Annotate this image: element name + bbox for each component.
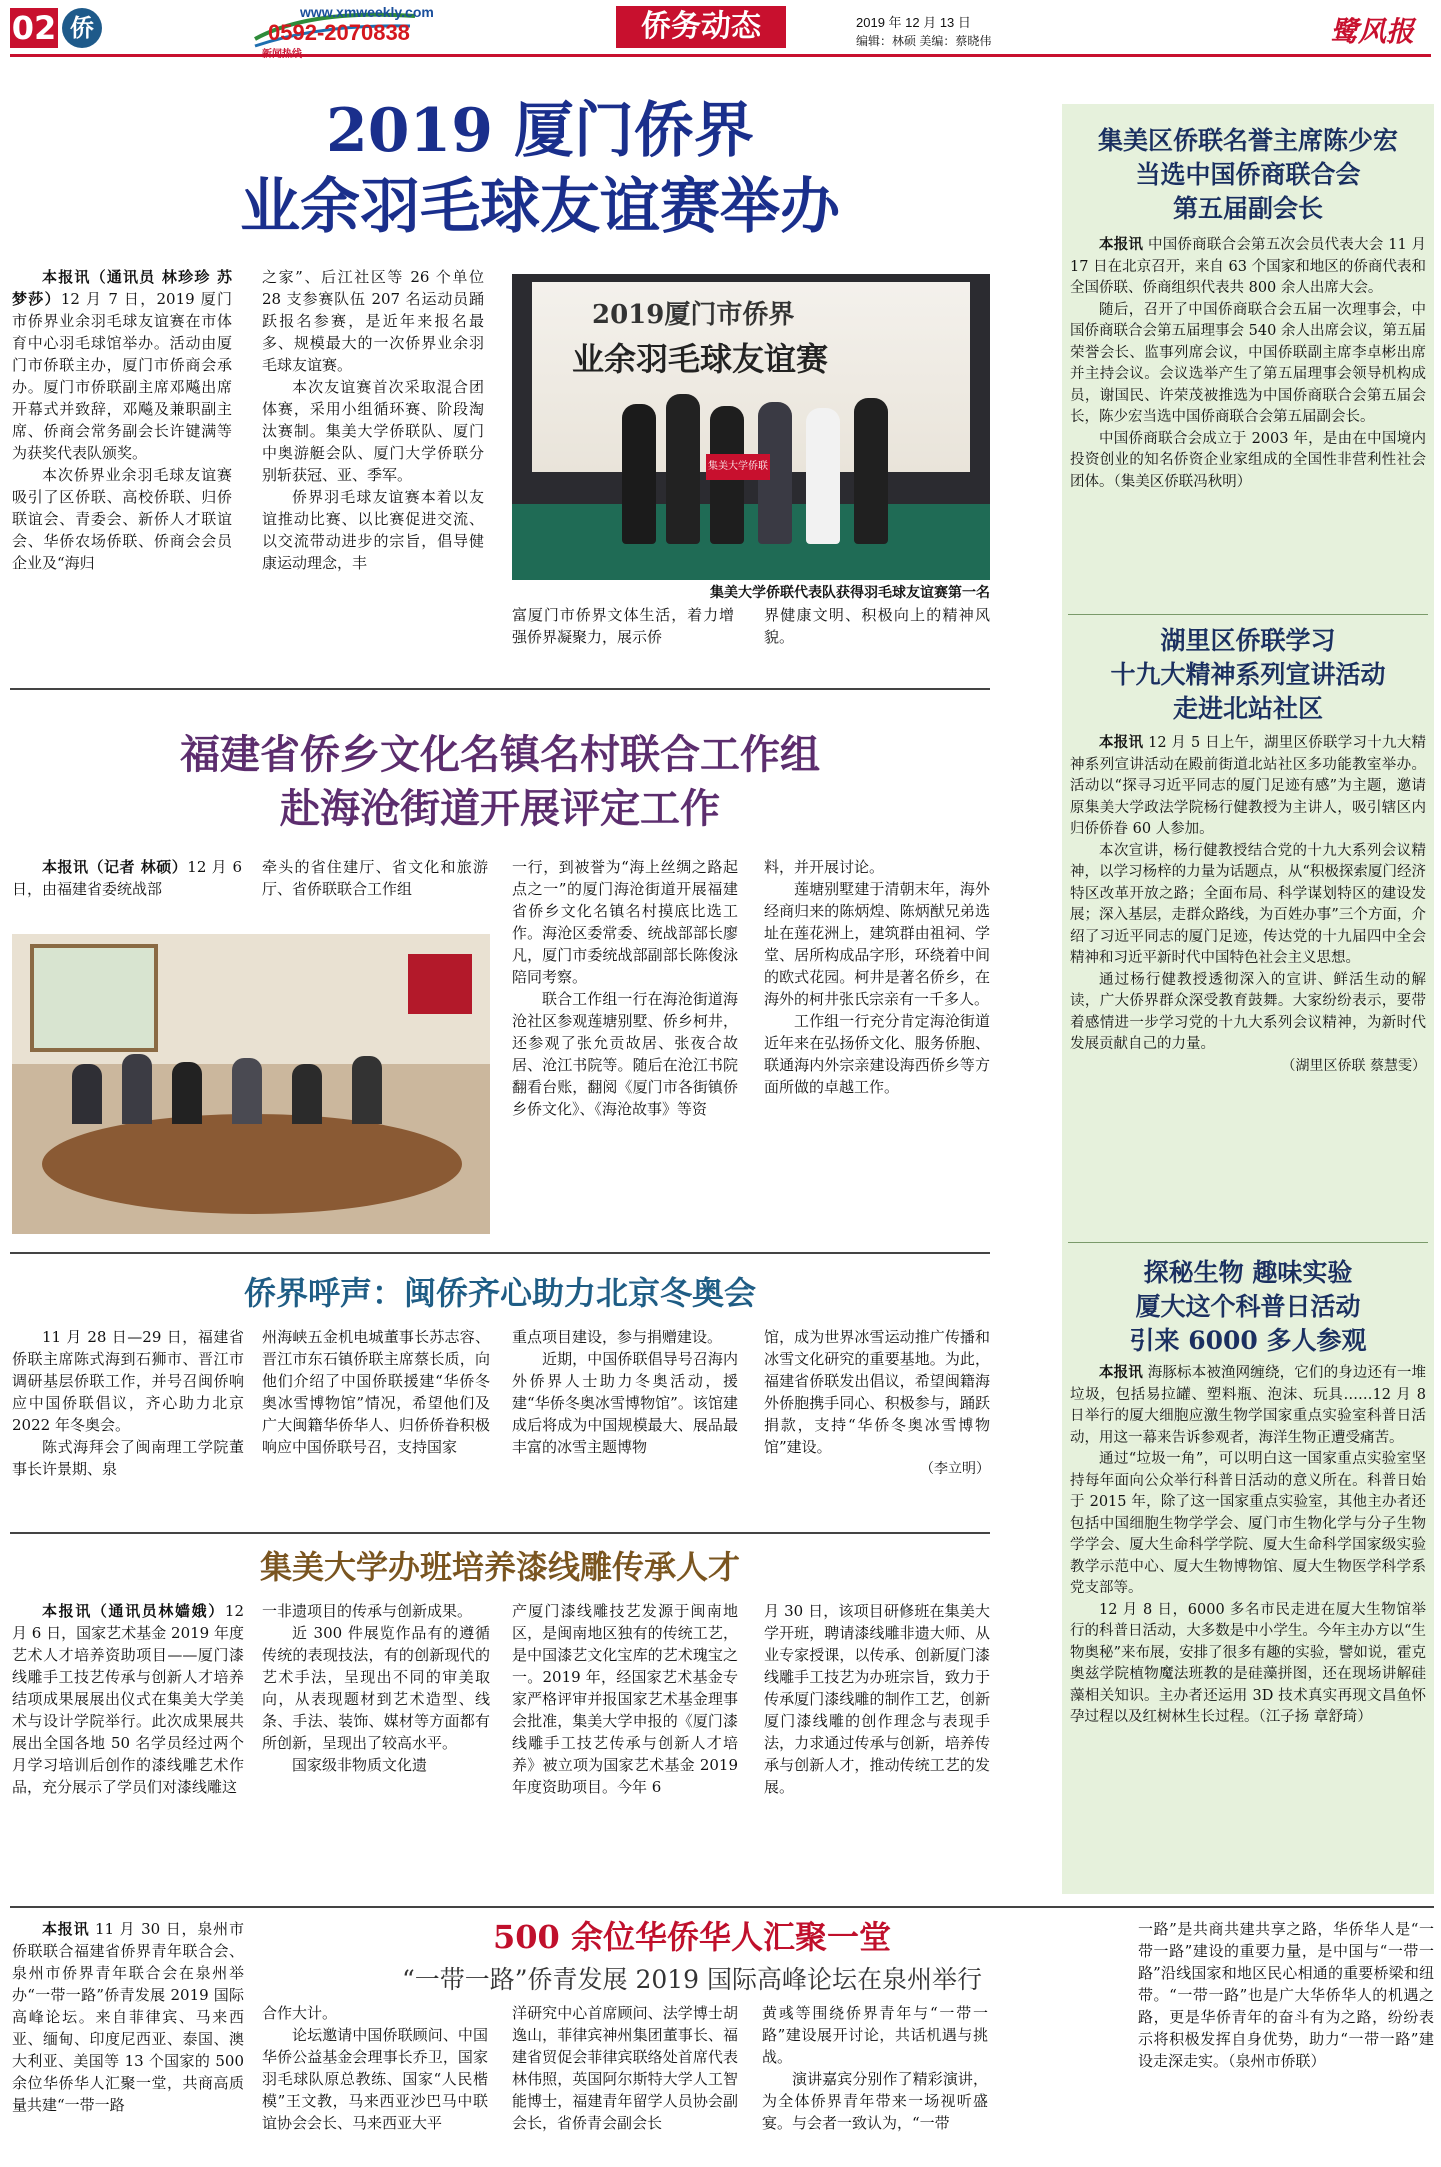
a2-photo (12, 934, 490, 1234)
a2-col4 (764, 856, 990, 1252)
a1-para: 富厦门市侨界文体生活，着力增强侨界凝聚力，展示侨 (512, 606, 734, 646)
paper-name-logo: 鹭风报 (1330, 15, 1415, 48)
qiao-emblem-icon (62, 8, 102, 48)
a1-photo (512, 274, 990, 580)
side1-para: 中国侨商联合会成立于 2003 年，是由在中国境内投资创业的知名侨资企业家组成的全国性非营利性社会团体。（集美区侨联冯秋明） (1070, 430, 1426, 490)
a1-headline-line1: 2019 厦门侨界 (326, 96, 754, 166)
emblem-char: 侨 (70, 13, 94, 42)
a2-headline-line1: 福建省侨乡文化名镇名村联合工作组 (180, 731, 820, 778)
a2-para: 料，并开展讨论。 (764, 858, 885, 876)
a2-col3 (512, 856, 738, 1252)
a5-subhead: “一带一路”侨青发展 2019 国际高峰论坛在泉州举行 (401, 1965, 983, 1994)
a3-para: 近期，中国侨联倡导号召海内外侨界人士助力冬奥活动，援建“华侨冬奥冰雪博物馆”。该馆建成后将成为中国规模最大、展品最丰富的冰雪主题博物 (512, 1350, 738, 1456)
masthead (0, 0, 1441, 58)
a3-signature: （李立明） (920, 1461, 990, 1477)
award-text: 集美大学侨联 (708, 461, 768, 472)
dateline-lead: 本报讯（通讯员林嫱娥） (42, 1602, 225, 1620)
dateline-lead: 本报讯（记者 林硕） (42, 858, 188, 876)
hotline-label (262, 45, 302, 60)
a5-para: 洋研究中心首席顾问、法学博士胡逸山，菲律宾神州集团董事长、福建省贸促会菲律宾联络处首席代表林伟照，英国阿尔斯特大学人工智能博士，福建青年留学人员协会副会长，省侨青会副会长 (512, 2004, 738, 2132)
side1-headline-line1: 集美区侨联名誉主席陈少宏 (1097, 126, 1398, 155)
side3-para: 本报讯 海豚标本被渔网缠绕，它们的身边还有一堆垃圾，包括易拉罐、塑料瓶、泡沫、玩具……12 月 8 日举行的厦大细胞应激生物学国家重点实验室科普日活动，用这一幕来告诉参观者，海洋生物正遭受痛苦。 (1070, 1364, 1426, 1446)
a5-para: 合作大计。 (262, 2004, 338, 2022)
a4-para: 一非遗项目的传承与创新成果。 (262, 1602, 473, 1620)
divider-a3 (10, 1532, 990, 1534)
a2-para: 一行，到被誉为“海上丝绸之路起点之一”的厦门海沧街道开展福建省侨乡文化名镇名村摸底比选工作。海沧区委常委、统战部部长廖凡，厦门市委统战部副部长陈俊泳陪同考察。 (512, 858, 738, 986)
side2-para: 本报讯 12 月 5 日上午，湖里区侨联学习十九大精神系列宣讲活动在殿前街道北站社区多功能教室举办。活动以“探寻习近平同志的厦门足迹有感”为主题，邀请原集美大学政法学院杨行健教授为主讲人，吸引辖区内归侨侨眷 60 人参加。 (1070, 734, 1426, 837)
side2-body (1070, 732, 1426, 1214)
a1-col2 (262, 266, 484, 686)
dateline-lead: 本报讯 (1099, 236, 1144, 253)
a2-para: 莲塘别墅建于清朝末年，海外经商归来的陈炳煌、陈炳猷兄弟选址在莲花洲上，建筑群由祖祠、学堂、居所构成品字形，环绕着中间的欧式花园。柯井是著名侨乡，在海外的柯井张氏宗亲有一千多人。 (764, 880, 990, 1008)
person-figure (352, 1056, 382, 1124)
a1-col1 (12, 266, 232, 686)
person-figure (292, 1064, 322, 1124)
section-title: 侨务动态 (641, 9, 761, 44)
side-divider (1068, 1242, 1428, 1243)
a5-col2 (262, 2002, 488, 2162)
photo-banner-line2: 业余羽毛球友谊赛 (572, 340, 829, 378)
a3-para: 11 月 28 日—29 日，福建省侨联主席陈式海到石狮市、晋江市调研基层侨联工作，并号召闽侨响应中国侨联倡议，齐心助力北京 2022 年冬奥会。 (12, 1328, 244, 1434)
a5-para: 本报讯 11 月 30 日，泉州市侨联联合福建省侨界青年联合会、泉州市侨界青年联合会在泉州举办“一带一路”侨青发展 2019 国际高峰论坛。来自菲律宾、马来西亚、缅甸、印度尼西亚、泰国、澳大利亚、美国等 13 个国家的 500 余位华侨华人汇聚一堂，共商高质量共建“一带一路 (12, 1920, 244, 2114)
a1-para: 本次侨界业余羽毛球友谊赛吸引了区侨联、高校侨联、归侨联谊会、青委会、新侨人才联谊会、华侨农场侨联、侨商会会员企业及“海归 (12, 466, 232, 572)
side3-para: 通过“垃圾一角”，可以明白这一国家重点实验室坚持每年面向公众举行科普日活动的意义所在。科普日始于 2015 年，除了这一国家重点实验室，其他主办者还包括中国细胞生物学学会、厦门市生物化学与分子生物学学会、厦大生命科学学院、厦大生命科学国家级实验教学示范中心、厦大生物博物馆、厦大生物医学科学系党支部等。 (1070, 1451, 1426, 1596)
a3-para: 陈式海拜会了闽南理工学院董事长许景期、泉 (12, 1438, 244, 1478)
person-figure (122, 1054, 152, 1124)
a2-col2-top (262, 856, 488, 902)
a4-para: 近 300 件展览作品有的遵循传统的表现技法，有的创新现代的艺术手法，呈现出不同的审美取向，从表现题材到艺术造型、线条、手法、装饰、媒材等方面都有所创新，呈现出了较高水平。 (262, 1624, 490, 1752)
person-figure (232, 1058, 262, 1124)
side2-headline-line2: 十九大精神系列宣讲活动 (1110, 660, 1386, 689)
a4-para: 国家级非物质文化遗 (292, 1756, 428, 1774)
a4-para: 月 30 日，该项目研修班在集美大学开班，聘请漆线雕非遗大师、从业专家授课，以传承、创新厦门漆线雕手工技艺为办班宗旨，致力于传承厦门漆线雕的制作工艺，创新厦门漆线雕的创作理念与表现手法，力求通过传承与创新，培养传承与创新人才，推动传统工艺的发展。 (764, 1602, 990, 1796)
a1-para: 侨界羽毛球友谊赛本着以友谊推动比赛、以比赛促进交流、以交流带动进步的宗旨，倡导健康运动理念，丰 (262, 488, 484, 572)
a5-col1 (12, 1918, 244, 2162)
side-divider (1068, 614, 1428, 615)
person-figure (72, 1064, 102, 1124)
a5-para: 一路”是共商共建共享之路，华侨华人是“一带一路”建设的重要力量，是中国与“一带一路”沿线国家和地区民心相通的重要桥梁和纽带。“一带一路”也是广大华侨华人的机遇之路，更是华侨青年的奋斗有为之路，纷纷表示将积极发挥自身优势，助力“一带一路”建设走深走实。（泉州市侨联） (1138, 1920, 1434, 2070)
person-figure (806, 408, 840, 544)
person-figure (854, 398, 888, 544)
a2-col1-top (12, 856, 242, 902)
a4-headline: 集美大学办班培养漆线雕传承人才 (259, 1548, 740, 1586)
side3-headline-line1: 探秘生物 趣味实验 (1143, 1258, 1353, 1287)
dateline-lead: 本报讯 (1099, 734, 1144, 751)
hotline-number: 0592-2070838 (268, 20, 410, 45)
a5-para: 黄彧等围绕侨界青年与“一带一路”建设展开讨论，共话机遇与挑战。 (762, 2004, 988, 2066)
divider-a2 (10, 1252, 990, 1254)
a2-para: 牵头的省住建厅、省文化和旅游厅、省侨联联合工作组 (262, 858, 488, 898)
side3-body (1070, 1362, 1426, 1890)
photo-banner-line1: 2019厦门市侨界 (592, 300, 795, 330)
a1-para: 本次友谊赛首次采取混合团体赛，采用小组循环赛、阶段淘汰赛制。集美大学侨联队、厦门中奥游艇会队、厦门大学侨联分别斩获冠、亚、季军。 (262, 378, 484, 484)
side3-headline-line2: 厦大这个科普日活动 (1135, 1292, 1361, 1321)
a4-para: 产厦门漆线雕技艺发源于闽南地区，是闽南地区独有的传统工艺，是中国漆艺文化宝库的艺术瑰宝之一。2019 年，经国家艺术基金专家严格评审并报国家艺术基金理事会批准，集美大学申报的《厦门漆线雕手工技艺传承与创新人才培养》被立项为国家艺术基金 2019 年度资助项目。今年 6 (512, 1602, 738, 1796)
person-figure (172, 1062, 202, 1124)
a4-col3 (512, 1600, 738, 1900)
a1-tail-left (512, 604, 734, 670)
side2-signature: （湖里区侨联 蔡慧雯） (1281, 1057, 1426, 1074)
a2-para: 工作组一行充分肯定海沧街道近年来在弘扬侨文化、服务侨胞、联通海内外宗亲建设海西侨乡等方面所做的卓越工作。 (764, 1012, 990, 1096)
a1-tail-right (764, 604, 990, 670)
a4-para: 本报讯（通讯员林嫱娥）12 月 6 日，国家艺术基金 2019 年度艺术人才培养资助项目——厦门漆线雕手工技艺传承与创新人才培养结项成果展展出仪式在集美大学美术与设计学院举行。此次成果展共展出全国各地 50 名学员经过两个月学习培训后创作的漆线雕艺术作品，充分展示了学员们对漆线雕这 (12, 1602, 244, 1796)
side2-headline-line3: 走进北站社区 (1172, 694, 1323, 723)
section-title-box (616, 6, 786, 48)
side3-headline-line3: 引来 6000 多人参观 (1129, 1326, 1367, 1355)
dateline-lead: 本报讯 (42, 1920, 90, 1938)
website-link[interactable]: www.xmweekly.com (300, 4, 434, 20)
divider-a1 (10, 688, 990, 690)
a4-col4 (764, 1600, 990, 1900)
a1-headline-line2: 业余羽毛球友谊赛举办 (240, 172, 840, 242)
a2-para: 联合工作组一行在海沧街道海沧社区参观莲塘别墅、侨乡柯井，还参观了张允贡故居、张夜合故居、沧江书院等。随后在沧江书院翻看台账，翻阅《厦门市各街镇侨乡侨文化》、《海沧故事》等资 (512, 990, 738, 1118)
a2-para: 本报讯（记者 林硕）12 月 6 日，由福建省委统战部 (12, 858, 242, 898)
photo-people-row (72, 1054, 432, 1124)
a3-col2 (262, 1326, 490, 1524)
person-figure (666, 394, 700, 544)
side2-para: 本次宣讲，杨行健教授结合党的十九大系列会议精神，以学习杨梓的力量为话题点，从“积极探索厦门经济特区改革开放之路；全面布局、科学谋划特区的建设发展；深入基层，走群众路线，为百姓办事”三个方面，介绍了习近平同志的厦门足迹，传达党的十九届四中全会精神和习近平新时代中国特色社会主义思想。 (1070, 842, 1426, 966)
editor-credits: 编辑：林硕 美编：蔡晓伟 (856, 34, 992, 48)
a3-para: 馆，成为世界冰雪运动推广传播和冰雪文化研究的重要基地。为此，福建省侨联发出倡议，希望闽籍海外侨胞携手同心、积极参与，踊跃捐款，支持“华侨冬奥冰雪博物馆”建设。 (764, 1328, 990, 1456)
side2-headline-line1: 湖里区侨联学习 (1160, 626, 1336, 655)
side1-headline-line2: 当选中国侨商联合会 (1135, 160, 1361, 189)
page-number: 02 (11, 9, 57, 47)
a4-col1 (12, 1600, 244, 1900)
a1-para: 界健康文明、积极向上的精神风貌。 (764, 606, 990, 646)
a5-para: 演讲嘉宾分别作了精彩演讲，为全体侨界青年带来一场视听盛宴。与会者一致认为，“一带 (762, 2070, 988, 2132)
dateline-lead: 本报讯 (1099, 1364, 1143, 1381)
a3-col4 (764, 1326, 990, 1524)
side2-para: 通过杨行健教授透彻深入的宣讲、鲜活生动的解读，广大侨界群众深受教育鼓舞。大家纷纷表示，要带着感情进一步学习党的十九大系列会议精神，为新时代发展贡献自己的力量。 (1070, 971, 1426, 1052)
a1-photo-caption: 集美大学侨联代表队获得羽毛球友谊赛第一名 (710, 585, 990, 601)
dateline-lead: 本报讯（通讯员 林珍珍 苏梦莎） (12, 268, 232, 308)
a5-col3 (512, 2002, 738, 2162)
person-figure (622, 404, 656, 544)
photo-window (30, 944, 158, 1052)
a3-headline: 侨界呼声：闽侨齐心助力北京冬奥会 (243, 1274, 756, 1312)
side1-para: 随后，召开了中国侨商联合会五届一次理事会，中国侨商联合会第五届理事会 540 余人出席会议，第五届荣誉会长、监事列席会议，中国侨联副主席李卓彬出席并主持会议。会议选举产生了第五届理事会领导机构成员，谢国民、许荣茂被推选为中国侨商联合会第五届会长，陈少宏当选中国侨商联合会第五届副会长。 (1070, 301, 1426, 425)
sidebar-panel (1062, 104, 1434, 1894)
divider-a5 (10, 1906, 1434, 1908)
a1-para: 之家”、后江社区等 26 个单位 28 支参赛队伍 207 名运动员踊跃报名参赛，是近年来报名最多、规模最大的一次侨界业余羽毛球友谊赛。 (262, 268, 484, 374)
a3-col3 (512, 1326, 738, 1524)
side3-para: 12 月 8 日，6000 多名市民走进在厦大生物馆举行的科普日活动，大多数是中小学生。今年主办方以“生物奥秘”来布展，安排了很多有趣的实验，譬如说，霍克奥兹学院植物魔法班教的是硅藻拼图，还在现场讲解硅藻相关知识。主办者还运用 3D 技术真实再现文昌鱼怀孕过程以及红树林生长过程。（江子扬 章舒琦） (1070, 1601, 1426, 1725)
issue-date: 2019 年 12 月 13 日 (856, 15, 971, 30)
a3-para: 州海峡五金机电城董事长苏志容、晋江市东石镇侨联主席蔡长质，向他们介绍了中国侨联援建“华侨冬奥冰雪博物馆”情况，希望他们及广大闽籍华侨华人、归侨侨眷积极响应中国侨联号召，支持国家 (262, 1328, 490, 1456)
a5-headline: 500 余位华侨华人汇聚一堂 (493, 1918, 891, 1956)
a3-col1 (12, 1326, 244, 1524)
masthead-rule (10, 54, 1431, 57)
side1-headline-line3: 第五届副会长 (1172, 194, 1323, 223)
photo-table (42, 1114, 462, 1214)
a5-para: 论坛邀请中国侨联顾问、中国华侨公益基金会理事长乔卫，国家羽毛球队原总教练、国家“人民楷模”王文教，马来西亚沙巴马中联谊协会会长、马来西亚大平 (262, 2026, 488, 2132)
a5-col4 (762, 2002, 988, 2162)
award-board (706, 454, 770, 480)
side1-para: 本报讯 中国侨商联合会第五次会员代表大会 11 月 17 日在北京召开，来自 63 个国家和地区的侨商代表和全国侨联、侨商组织代表共 800 余人出席大会。 (1070, 236, 1426, 296)
photo-red-banner (408, 954, 472, 1014)
photo-people (622, 394, 922, 544)
a1-para: 本报讯（通讯员 林珍珍 苏梦莎）12 月 7 日，2019 厦门市侨界业余羽毛球友谊赛在市体育中心羽毛球馆举办。活动由厦门市侨联主办，厦门市侨商会承办。厦门市侨联副主席邓飚出席开幕式并致辞，邓飚及兼职副主席、侨商会常务副会长许键满等为获奖代表队颁奖。 (12, 268, 232, 462)
a5-col5 (1138, 1918, 1434, 2162)
a2-headline-line2: 赴海沧街道开展评定工作 (280, 785, 720, 832)
a3-para: 重点项目建设，参与捐赠建设。 (512, 1328, 723, 1346)
a4-col2 (262, 1600, 490, 1900)
